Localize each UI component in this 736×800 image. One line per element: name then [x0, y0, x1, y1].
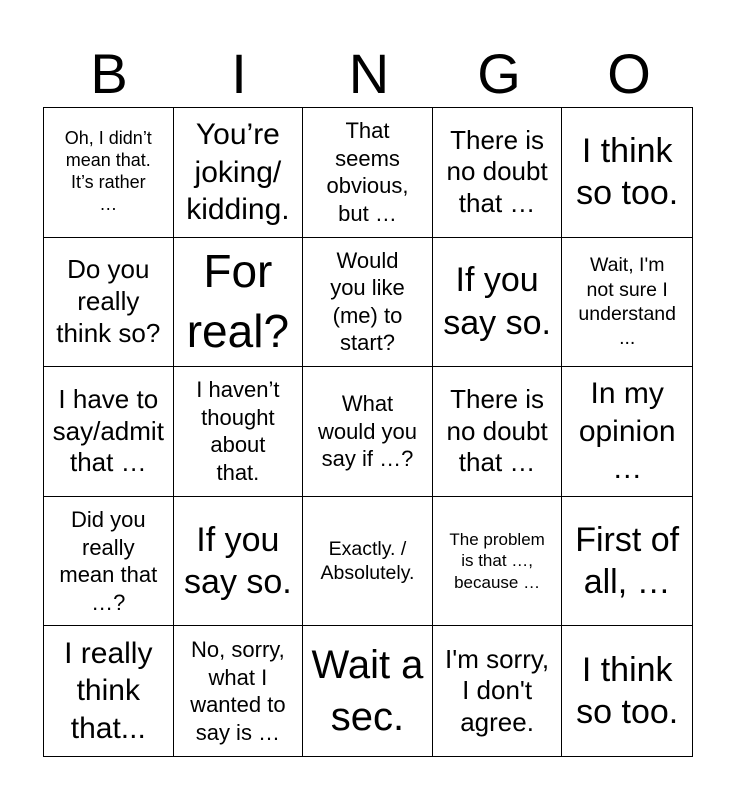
bingo-cell[interactable]: [303, 108, 433, 238]
cell-text: For real?: [186, 245, 290, 357]
header-letter-n: N: [348, 42, 390, 105]
cell-text: If you say so.: [443, 261, 551, 342]
cell-text: There is no doubt that …: [446, 124, 548, 219]
cell-text: Exactly. / Absolutely.: [320, 537, 415, 585]
cell-text: You’re joking/ kidding.: [186, 118, 290, 227]
cell-text: I'm sorry, I don't agree.: [445, 643, 550, 738]
cell-text: What would you say if …?: [317, 391, 418, 472]
cell-text: Wait, I'm not sure I understand ...: [578, 254, 676, 350]
bingo-cell[interactable]: [44, 108, 174, 238]
bingo-cell[interactable]: [433, 367, 563, 497]
cell-text: I have to say/admit that …: [52, 383, 164, 478]
bingo-cell[interactable]: [303, 238, 433, 368]
bingo-cell[interactable]: [562, 367, 692, 497]
cell-text: Wait a sec.: [311, 643, 424, 740]
cell-text: There is no doubt that …: [446, 383, 548, 478]
header-letter-o: O: [607, 42, 651, 105]
bingo-cell[interactable]: [44, 626, 174, 756]
bingo-cell[interactable]: [174, 497, 304, 627]
cell-text: No, sorry, what I wanted to say is …: [190, 637, 286, 745]
bingo-header: [44, 42, 694, 105]
bingo-cell[interactable]: [174, 367, 304, 497]
header-letter-b: B: [90, 42, 128, 105]
bingo-cell[interactable]: [174, 108, 304, 238]
bingo-cell[interactable]: [433, 626, 563, 756]
bingo-cell[interactable]: [562, 238, 692, 368]
bingo-cell[interactable]: [433, 238, 563, 368]
cell-text: I haven’t thought about that.: [196, 377, 280, 485]
bingo-cell[interactable]: [303, 367, 433, 497]
bingo-cell[interactable]: [44, 238, 174, 368]
cell-text: I think so too.: [576, 650, 679, 732]
bingo-cell[interactable]: [562, 626, 692, 756]
bingo-cell[interactable]: [174, 626, 304, 756]
cell-text: First of all, …: [575, 520, 680, 602]
cell-text: In my opinion …: [578, 377, 676, 486]
cell-text: The problem is that …, because …: [449, 530, 545, 592]
bingo-cell[interactable]: [303, 626, 433, 756]
cell-text: Did you really mean that …?: [59, 507, 158, 615]
bingo-cell[interactable]: [44, 367, 174, 497]
header-letter-g: G: [477, 42, 521, 105]
bingo-cell[interactable]: [303, 497, 433, 627]
bingo-cell[interactable]: [433, 108, 563, 238]
cell-text: Oh, I didn’t mean that. It’s rather …: [64, 128, 152, 215]
cell-text: I think so too.: [576, 131, 679, 213]
bingo-cell[interactable]: [44, 497, 174, 627]
cell-text: If you say so.: [184, 520, 292, 602]
cell-text: That seems obvious, but …: [326, 118, 409, 226]
cell-text: I really think that...: [64, 636, 153, 745]
bingo-cell[interactable]: [562, 497, 692, 627]
bingo-cell[interactable]: [433, 497, 563, 627]
bingo-cell[interactable]: [562, 108, 692, 238]
bingo-board: [43, 107, 693, 757]
cell-text: Do you really think so?: [56, 254, 161, 348]
bingo-cell[interactable]: [174, 238, 304, 368]
header-letter-i: I: [231, 42, 247, 105]
cell-text: Would you like (me) to start?: [330, 247, 405, 356]
